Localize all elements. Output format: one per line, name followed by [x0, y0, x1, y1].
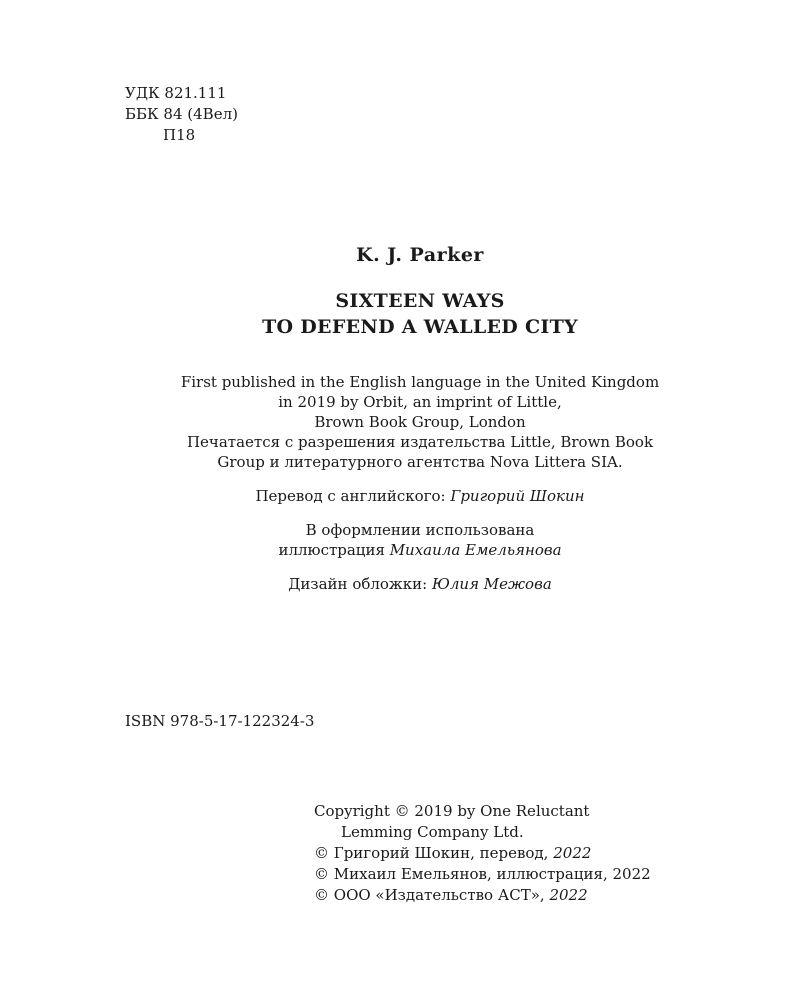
published-line2: in 2019 by Orbit, an imprint of Little, [278, 393, 562, 411]
translator-name: Григорий Шокин [450, 487, 585, 505]
permission-line1: Печатается с разрешения издательства Little, Brown Book [186, 433, 654, 451]
copyright-line1: Copyright © 2019 by One Reluctant [314, 802, 590, 820]
author-name: K. J. Parker [356, 244, 484, 266]
book-title [0, 288, 800, 340]
published-line3: Brown Book Group, London [314, 413, 526, 431]
author-sign-code: П18 [163, 126, 196, 144]
translation-credit [0, 486, 800, 506]
illustration-credit [0, 540, 800, 560]
copyright-line4: © Михаил Емельянов, иллюстрация, 2022 [314, 865, 651, 883]
copyright-line5-text: © ООО «Издательство АСТ», [314, 886, 545, 904]
catalog-codes [125, 83, 238, 146]
cover-credit [0, 574, 800, 594]
credits-block [0, 372, 800, 594]
copyright-line3-text: © Григорий Шокин, перевод, [314, 844, 549, 862]
published-line1: First published in the English language in the United Kingdom [180, 373, 660, 391]
isbn-number: ISBN 978-5-17-122324-3 [125, 712, 315, 730]
illustration-label: иллюстрация [278, 541, 385, 559]
copyright-line5 [314, 885, 651, 906]
illustration-line1: В оформлении использована [305, 521, 535, 539]
copyright-line3-year: 2022 [553, 844, 592, 862]
cover-designer-name: Юлия Межова [431, 575, 552, 593]
cover-label: Дизайн обложки: [288, 575, 428, 593]
udk-code: УДК 821.111 [125, 84, 227, 102]
permission-line2: Group и литературного агентства Nova Littera SIA. [217, 453, 623, 471]
book-title-line1: SIXTEEN WAYS [335, 290, 505, 312]
copyright-line3 [314, 843, 651, 864]
illustrator-name: Михаила Емельянова [389, 541, 562, 559]
copyright-line5-year: 2022 [549, 886, 588, 904]
book-title-line2: TO DEFEND A WALLED CITY [262, 316, 578, 338]
translation-label: Перевод с английского: [255, 487, 446, 505]
copyright-line2: Lemming Company Ltd. [341, 823, 524, 841]
bbk-code: ББК 84 (4Вел) [125, 105, 238, 123]
copyright-block [314, 801, 651, 906]
